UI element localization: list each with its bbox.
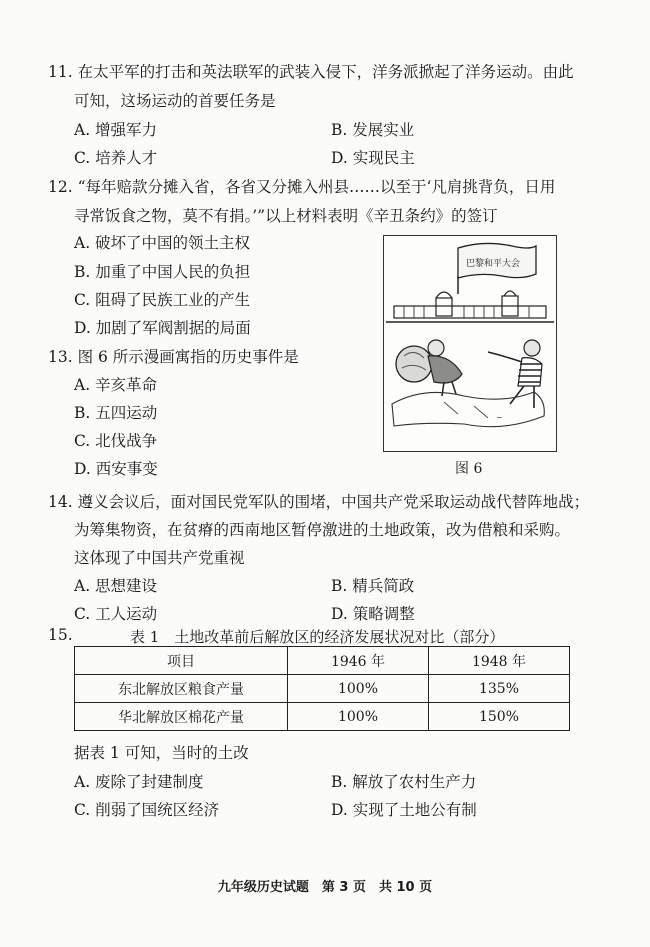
table-row [75,675,570,703]
table-header-cell: 1948 年 [428,647,569,675]
q12-option-a: A. 破坏了中国的领土主权 [74,234,251,252]
q12-stem-line1: 12. “每年赔款分摊入省，各省又分摊入州县……以至于‘凡肩挑背负，日用 [48,178,556,196]
q13-option-b: B. 五四运动 [74,404,158,422]
table-cell: 150% [428,703,569,731]
table-row [75,703,570,731]
q12-option-d: D. 加剧了军阀割据的局面 [74,319,251,337]
q14-option-c: C. 工人运动 [74,605,158,623]
q13-option-d: D. 西安事变 [74,460,158,478]
q13-option-c: C. 北伐战争 [74,432,158,450]
table-cell: 华北解放区棉花产量 [75,703,288,731]
q11-stem-line2: 可知，这场运动的首要任务是 [74,92,276,110]
q15-stem: 据表 1 可知，当时的土改 [74,744,249,762]
q12-option-c: C. 阻碍了民族工业的产生 [74,291,251,309]
table-cell: 135% [428,675,569,703]
q13-option-a: A. 辛亥革命 [74,376,158,394]
table-cell: 100% [288,703,429,731]
table-cell: 东北解放区粮食产量 [75,675,288,703]
q15-option-b: B. 解放了农村生产力 [331,773,477,791]
q14-option-b: B. 精兵简政 [331,577,415,595]
q11-stem-line1: 11. 在太平军的打击和英法联军的武装入侵下，洋务派掀起了洋务运动。由此 [48,63,574,81]
q15-option-d: D. 实现了土地公有制 [331,801,477,819]
table-header-cell: 项目 [75,647,288,675]
flag-label: 巴黎和平大会 [466,259,521,269]
q12-stem-line2: 寻常饭食之物，莫不有捐。’”以上材料表明《辛丑条约》的签订 [74,207,498,225]
table-header-row [75,647,570,675]
q11-option-a: A. 增强军力 [74,121,158,139]
page-footer: 九年级历史试题 第 3 页 共 10 页 [217,880,433,895]
q11-option-b: B. 发展实业 [331,121,415,139]
q14-stem-line3: 这体现了中国共产党重视 [74,549,245,567]
data-table [74,646,570,731]
cartoon-drawing [384,236,555,450]
q13-stem: 13. 图 6 所示漫画寓指的历史事件是 [48,348,299,366]
cartoon-figure [383,235,557,452]
q15-option-a: A. 废除了封建制度 [74,773,204,791]
q14-option-d: D. 策略调整 [331,605,415,623]
q15-number: 15. [48,626,73,644]
q14-option-a: A. 思想建设 [74,577,158,595]
q14-stem-line1: 14. 遵义会议后，面对国民党军队的围堵，中国共产党采取运动战代替阵地战； [48,493,590,511]
q11-option-d: D. 实现民主 [331,149,415,167]
table-title: 表 1 土地改革前后解放区的经济发展状况对比（部分） [130,628,505,646]
svg-text:~: ~ [496,413,503,422]
figure-caption: 图 6 [455,461,483,477]
table-cell: 100% [288,675,429,703]
q14-stem-line2: 为筹集物资，在贫瘠的西南地区暂停激进的土地政策，改为借粮和采购。 [74,521,571,539]
q12-option-b: B. 加重了中国人民的负担 [74,263,251,281]
table-header-cell: 1946 年 [288,647,429,675]
q15-option-c: C. 削弱了国统区经济 [74,801,220,819]
q11-option-c: C. 培养人才 [74,149,158,167]
